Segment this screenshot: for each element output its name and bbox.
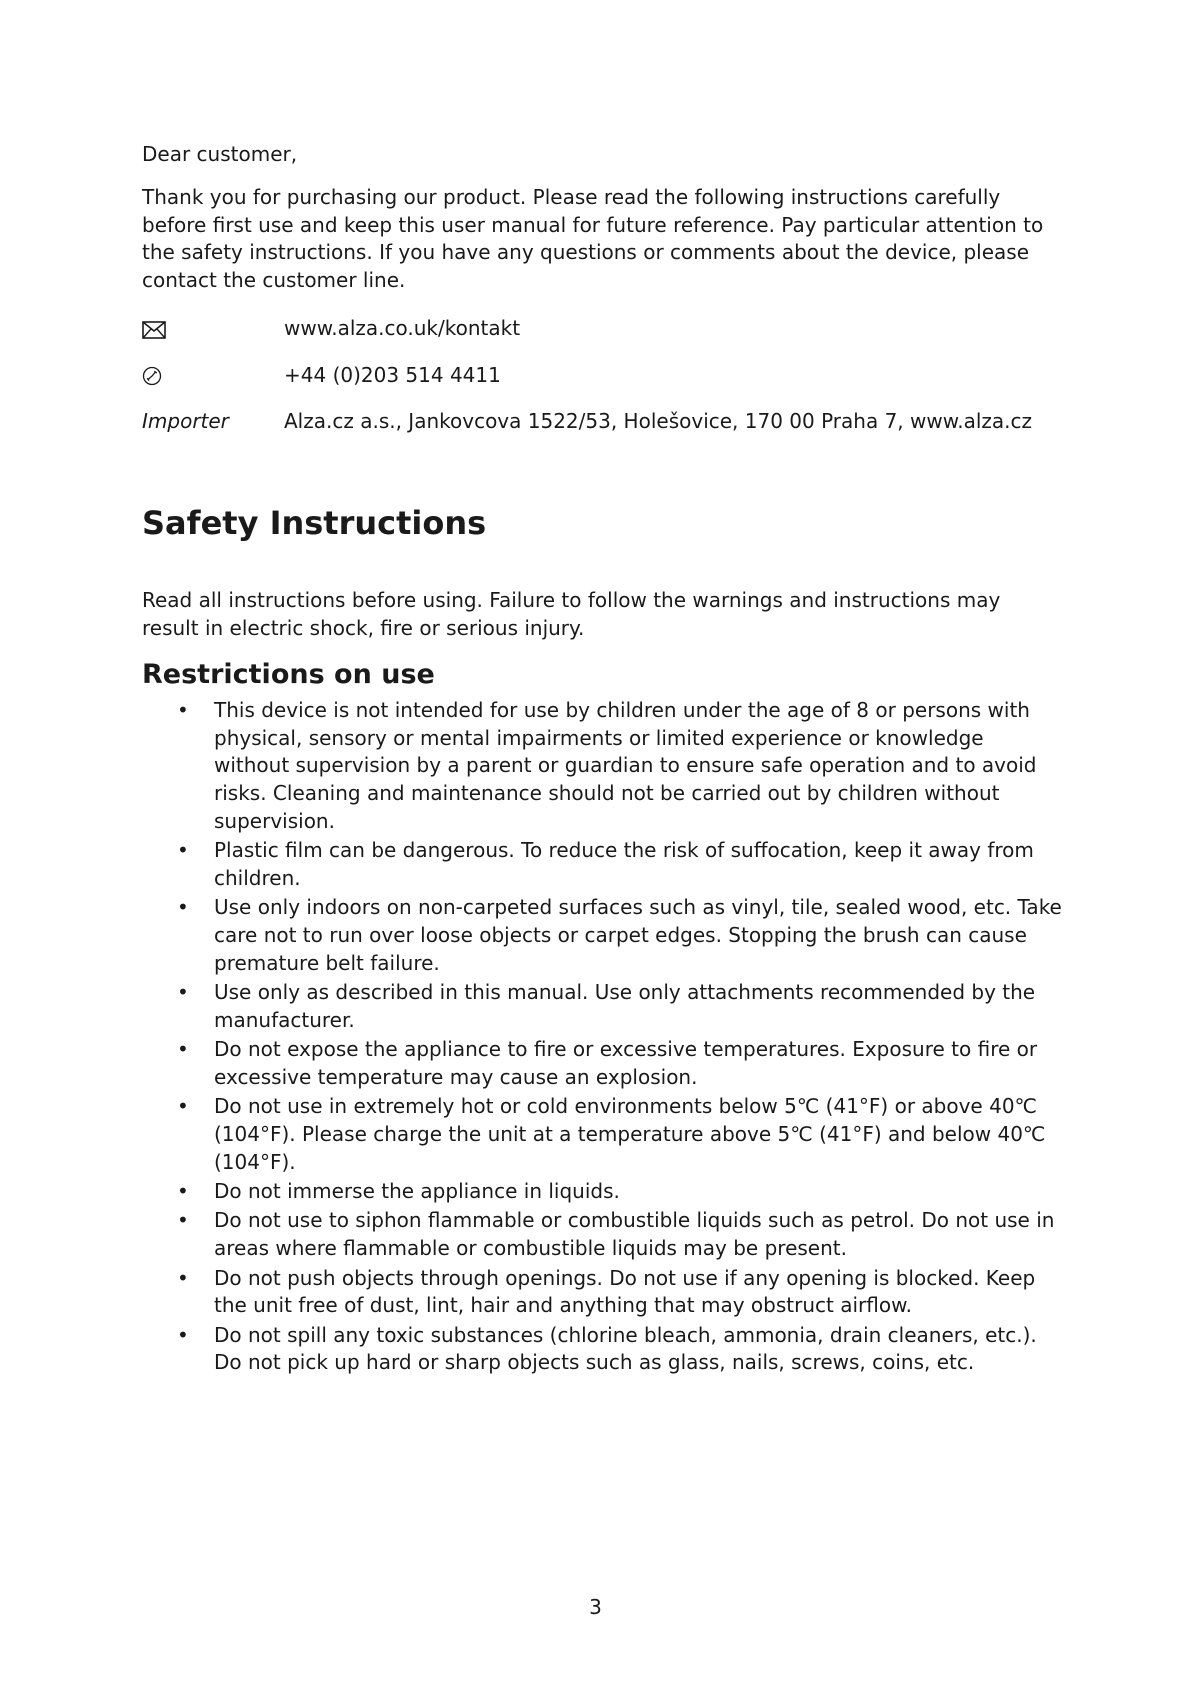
safety-title: Safety Instructions: [142, 504, 487, 542]
list-item-text: This device is not intended for use by children under the age of 8 or persons with physical, sensory or mental impairments or limited experience or knowledge without supervision by a parent or guardian to ensure safe operation and to avoid risks. Cleaning and maintenance should not be carried out by children without supervision.: [214, 698, 1037, 833]
manual-page: [142, 0, 1062, 1684]
contact-email: www.alza.co.uk/kontakt: [284, 316, 521, 340]
bullet-icon: •: [177, 1208, 189, 1233]
bullet-icon: •: [177, 1265, 189, 1290]
bullet-icon: •: [177, 895, 189, 920]
list-item: [142, 1178, 1062, 1206]
list-item: [142, 979, 1062, 1034]
envelope-icon: [142, 314, 282, 342]
list-item-text: Use only indoors on non-carpeted surfaces such as vinyl, tile, sealed wood, etc. Take care not to run over loose objects or carpet edges. Stopping the brush can cause premature belt failure.: [214, 895, 1062, 975]
intro-paragraph: Thank you for purchasing our product. Please read the following instructions carefully before first use and keep this user manual for future reference. Pay particular attention to the safety instructions. If you have any questions or comments about the device, please contact the customer line.: [142, 185, 1044, 293]
page-number: 3: [589, 1595, 602, 1619]
list-item: [142, 1036, 1062, 1091]
phone-icon: [142, 361, 282, 389]
list-item: [142, 1265, 1062, 1320]
bullet-icon: •: [177, 698, 189, 722]
importer-label: Importer: [142, 409, 229, 433]
list-item-text: Do not use in extremely hot or cold environments below 5℃ (41°F) or above 40℃ (104°F). Please charge the unit at a temperature above 5℃ (41°F) and below 40℃ (104°F).: [214, 1094, 1046, 1174]
bullet-icon: •: [177, 980, 189, 1005]
bullet-icon: •: [177, 838, 189, 863]
list-item: [142, 697, 1062, 836]
restrictions-title: Restrictions on use: [142, 659, 435, 690]
safety-warning: Read all instructions before using. Failure to follow the warnings and instructions may result in electric shock, fire or serious injury.: [142, 588, 1001, 640]
bullet-icon: •: [177, 1322, 189, 1347]
importer-address: Alza.cz a.s., Jankovcova 1522/53, Holešovice, 170 00 Praha 7, www.alza.cz: [284, 409, 1033, 433]
list-item-text: Do not push objects through openings. Do not use if any opening is blocked. Keep the unit free of dust, lint, hair and anything that may obstruct airflow.: [214, 1265, 1036, 1318]
bullet-icon: •: [177, 1037, 189, 1062]
list-item-text: Do not spill any toxic substances (chlorine bleach, ammonia, drain cleaners, etc.). Do not pick up hard or sharp objects such as glass, nails, screws, coins, etc.: [214, 1322, 1037, 1375]
list-item-text: Plastic film can be dangerous. To reduce the risk of suffocation, keep it away from children.: [214, 838, 1034, 890]
restrictions-list: [142, 697, 1062, 1379]
contact-phone: +44 (0)203 514 4411: [284, 363, 501, 387]
bullet-icon: •: [177, 1179, 189, 1204]
list-item: [142, 1322, 1062, 1377]
list-item: [142, 1207, 1062, 1262]
list-item: [142, 1093, 1062, 1176]
list-item-text: Do not immerse the appliance in liquids.: [214, 1179, 620, 1204]
list-item: [142, 837, 1062, 892]
list-item-text: Use only as described in this manual. Use only attachments recommended by the manufacturer.: [214, 980, 1036, 1032]
bullet-icon: •: [177, 1094, 189, 1119]
list-item-text: Do not expose the appliance to fire or excessive temperatures. Exposure to fire or excessive temperature may cause an explosion.: [214, 1037, 1038, 1089]
list-item-text: Do not use to siphon flammable or combustible liquids such as petrol. Do not use in areas where flammable or combustible liquids may be present.: [214, 1208, 1055, 1261]
greeting: Dear customer,: [142, 142, 298, 166]
list-item: [142, 894, 1062, 977]
